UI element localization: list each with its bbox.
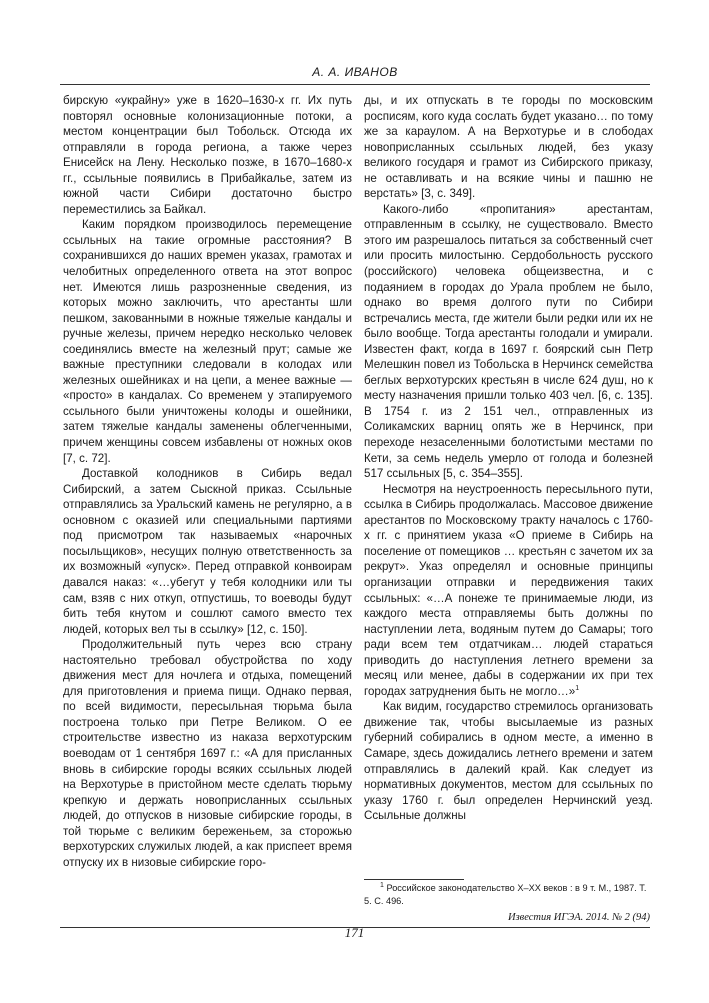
- paragraph: Продолжительный путь через всю страну настоятельно требовал обустройства по ходу движения мест для ночлега и отдыха, помещений для приготовления и приема пищи. Однако первая, по всей видимости, пересыльная тюрьма была построена только при Петре Великом. О ее строительстве известно из наказа верхотурским воеводам от 1 сентября 1697 г.: «А для присланных вновь в сибирские городы всяких ссыльных людей на Верхотурье в пристойном месте сделать тюрьму крепкую и держать новоприсланных ссыльных людей, до отпусков в низовые сибирские городы, в той тюрьме с великим береженьем, за сторожью верхотурских служилых людей, а как приспеет время отпуску их в низовые сибирские горо-: [63, 638, 352, 869]
- paragraph: Как видим, государство стремилось организовать движение так, чтобы высылаемые из разных губерний собирались в одном месте, а именно в Самаре, здесь дожидались летнего времени и затем отправлялись в далекий край. Как следует из нормативных документов, местом для ссыльных по указу 1760 г. был определен Нерчинский уезд. Ссыльные должны: [364, 700, 653, 823]
- paragraph: Каким порядком производилось перемещение ссыльных на такие огромные расстояния? В сохранившихся до наших времен указах, грамотах и челобитных определенного ответа на этот вопрос нет. Имеются лишь разрозненные сведения, из которых можно заключить, что арестанты шли пешком, закованными в ножные тяжелые кандалы и ручные железы, причем нередко несколько человек соединялись вместе на железный прут; самые же важные преступники следовали в колодах или железных ошейниках и на цепи, а менее важные — «просто» в кандалах. Со временем у этапируемого ссыльного были уничтожены колоды и ошейники, затем тяжелые кандалы заменены облегченными, причем женщины совсем избавлены от ножных оков [7, с. 72].: [63, 218, 352, 465]
- right-column: [364, 93, 653, 824]
- paragraph: Доставкой колодников в Сибирь ведал Сибирский, а затем Сыскной приказ. Ссыльные отправлялись за Уральский камень не регулярно, а в основном с оказией или специальными партиями под присмотром так называемых «нарочных посыльщиков», несущих полную ответственность за их возможный «упуск». Перед отправкой конвоирам давался наказ: «…убегут у тебя колодники или ты сам, взяв с них откуп, отпустишь, то воеводы будут бить тебя кнутом и сошлют самого вместо тех людей, которых вел ты в ссылку» [12, с. 150].: [63, 467, 352, 636]
- footnote-body: [364, 882, 653, 907]
- paragraph: ды, и их отпускать в те городы по московским росписям, кого куда сослать будет указано… по тому же за караулом. А на Верхотурье и в слободах новоприсланных ссыльных людей, без указу великого государя и грамот из Сибирского приказу, не оставливать и на всякие чины и пашню не верстать» [3, с. 349].: [364, 94, 653, 201]
- footnote-ref: 1: [575, 684, 580, 692]
- paragraph: Какого-либо «пропитания» арестантам, отправленным в ссылку, не существовало. Вместо этого им разрешалось питаться за собственный счет или просить милостыню. Сердобольность русского (российского) человека общеизвестна, и с подаянием в городах до Урала проблем не было, однако во время долгого пути по Сибири встречались места, где жители были редки или их не было вообще. Тогда арестанты голодали и умирали. Известен факт, когда в 1697 г. боярский сын Петр Мелешкин повел из Тобольска в Нерчинск семейства беглых верхотурских крестьян в числе 624 душ, но к месту назначения пришли только 403 чел. [6, с. 135]. В 1754 г. из 2 151 чел., отправленных из Соликамских варниц опять же в Нерчинск, при переходе незаселенными болотистыми местами по Кети, за семь недель умерло от голода и болезней 517 ссыльных [5, с. 354–355].: [364, 202, 653, 481]
- paragraph-text: Несмотря на неустроенность пересыльного пути, ссылка в Сибирь продолжалась. Массовое движение арестантов по Московскому тракту началось с 1760-х гг. с принятием указа «О приеме в Сибирь на поселение от помещиков … крестьян с зачетом их за рекрут». Указ определял и основные принципы организации отправки и передвижения таких ссыльных: «…А понеже те принимаемые люди, из каждого места отправляемы быть должны по наступлении лета, водяным путем до Самары; того ради всем тем отдатчикам… людей стараться приводить до наступления летнего времени за месяц или менее, дабы в содержании их при тех городах затруднения быть не могло…»: [364, 482, 653, 698]
- left-column: [63, 93, 352, 870]
- footnote-marker: 1: [380, 881, 384, 889]
- footnote: [364, 882, 653, 907]
- header-rule: [60, 84, 650, 85]
- paragraph: бирскую «украйну» уже в 1620–1630-х гг. Их путь повторял основные колонизационные потоки, а местом концентрации был Тобольск. Отсюда их отправляли в города региона, а также через Енисейск на Лену. Несколько позже, в 1670–1680-х гг., ссыльные появились в Прибайкалье, затем из южной части Сибири достаточно быстро переместились за Байкал.: [63, 94, 352, 216]
- running-title: А. А. ИВАНОВ: [312, 65, 398, 79]
- footnote-rule: [364, 879, 464, 880]
- page-number: 171: [344, 925, 365, 940]
- journal-citation: Известия ИГЭА. 2014. № 2 (94): [508, 912, 650, 923]
- paragraph: [364, 482, 653, 700]
- footnote-text: Российское законодательство X–XX веков : в 9 т. М., 1987. Т. 5. С. 496.: [364, 883, 647, 906]
